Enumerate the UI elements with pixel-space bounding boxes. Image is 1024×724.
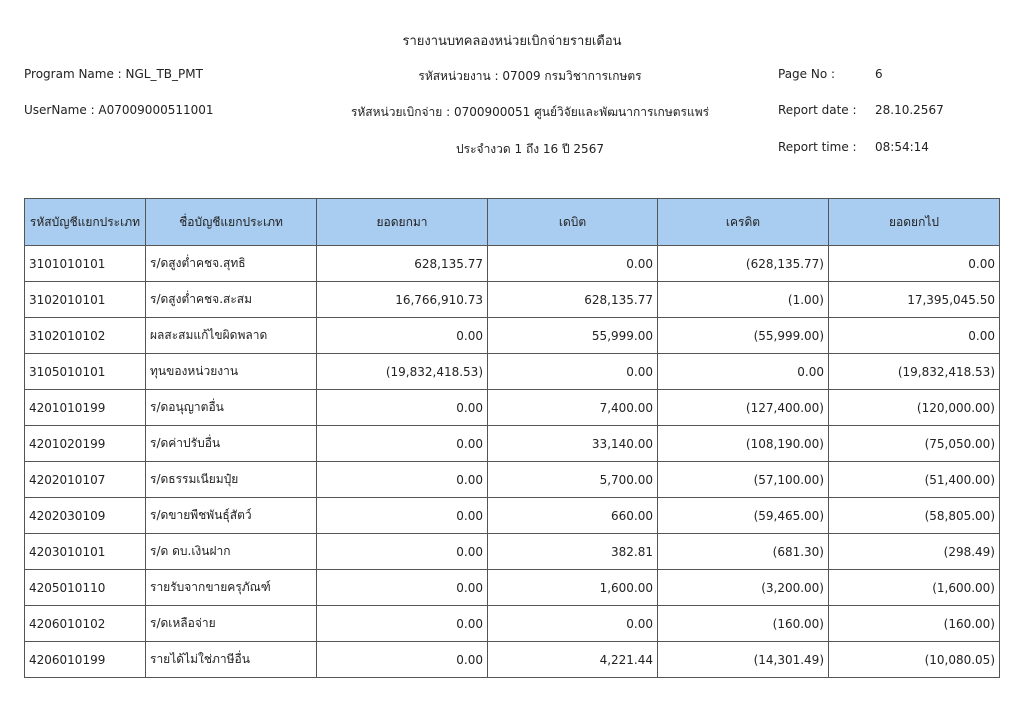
account-code-cell: 4202010107 — [25, 462, 146, 498]
report-period: ประจำงวด 1 ถึง 16 ปี 2567 — [456, 142, 604, 156]
account-code-cell: 3105010101 — [25, 354, 146, 390]
opening-balance-cell: 0.00 — [317, 606, 488, 642]
report-date-value: 28.10.2567 — [875, 103, 944, 117]
closing-balance-cell: (160.00) — [829, 606, 1000, 642]
account-name-cell: ร/ดสูงต่ำคชจ.สุทธิ — [146, 246, 317, 282]
opening-balance-cell: 0.00 — [317, 318, 488, 354]
table-row — [25, 426, 1000, 462]
report-date-label: Report date : — [778, 103, 857, 117]
user-name: UserName : A07009000511001 — [24, 103, 214, 117]
debit-cell: 382.81 — [488, 534, 658, 570]
closing-balance-cell: (58,805.00) — [829, 498, 1000, 534]
table-row — [25, 498, 1000, 534]
table-row — [25, 318, 1000, 354]
account-name-cell: ผลสะสมแก้ไขผิดพลาด — [146, 318, 317, 354]
account-code-cell: 4205010110 — [25, 570, 146, 606]
opening-balance-cell: 0.00 — [317, 426, 488, 462]
closing-balance-cell: (298.49) — [829, 534, 1000, 570]
credit-cell: (108,190.00) — [658, 426, 829, 462]
account-name-cell: รายรับจากขายครุภัณฑ์ — [146, 570, 317, 606]
debit-cell: 628,135.77 — [488, 282, 658, 318]
account-name-cell: รายได้ไม่ใช่ภาษีอื่น — [146, 642, 317, 678]
account-code-cell: 4201020199 — [25, 426, 146, 462]
closing-balance-cell: (19,832,418.53) — [829, 354, 1000, 390]
closing-balance-cell: (51,400.00) — [829, 462, 1000, 498]
header-credit: เครดิต — [658, 199, 829, 246]
opening-balance-cell: 0.00 — [317, 390, 488, 426]
opening-balance-cell: 0.00 — [317, 462, 488, 498]
account-code-cell: 4202030109 — [25, 498, 146, 534]
credit-cell: (57,100.00) — [658, 462, 829, 498]
account-name-cell: ร/ด ดบ.เงินฝาก — [146, 534, 317, 570]
debit-cell: 4,221.44 — [488, 642, 658, 678]
credit-cell: (127,400.00) — [658, 390, 829, 426]
opening-balance-cell: 0.00 — [317, 534, 488, 570]
credit-cell: 0.00 — [658, 354, 829, 390]
closing-balance-cell: 17,395,045.50 — [829, 282, 1000, 318]
report-title: รายงานบทคลองหน่วยเบิกจ่ายรายเดือน — [402, 34, 622, 49]
opening-balance-cell: 0.00 — [317, 498, 488, 534]
account-name-cell: ร/ดอนุญาตอื่น — [146, 390, 317, 426]
account-name-cell: ร/ดเหลือจ่าย — [146, 606, 317, 642]
debit-cell: 1,600.00 — [488, 570, 658, 606]
opening-balance-cell: 628,135.77 — [317, 246, 488, 282]
account-code-cell: 3101010101 — [25, 246, 146, 282]
account-name-cell: ร/ดขายพืชพันธุ์สัตว์ — [146, 498, 317, 534]
table-row — [25, 642, 1000, 678]
credit-cell: (1.00) — [658, 282, 829, 318]
account-name-cell: ร/ดธรรมเนียมปุ๋ย — [146, 462, 317, 498]
debit-cell: 0.00 — [488, 246, 658, 282]
table-row — [25, 282, 1000, 318]
account-code-cell: 4206010199 — [25, 642, 146, 678]
credit-cell: (59,465.00) — [658, 498, 829, 534]
header-debit: เดบิต — [488, 199, 658, 246]
opening-balance-cell: 0.00 — [317, 642, 488, 678]
account-code-cell: 4201010199 — [25, 390, 146, 426]
opening-balance-cell: 0.00 — [317, 570, 488, 606]
table-row — [25, 246, 1000, 282]
closing-balance-cell: (75,050.00) — [829, 426, 1000, 462]
closing-balance-cell: 0.00 — [829, 318, 1000, 354]
page-no-label: Page No : — [778, 67, 836, 81]
credit-cell: (14,301.49) — [658, 642, 829, 678]
disbursement-unit: รหัสหน่วยเบิกจ่าย : 0700900051 ศูนย์วิจัยและพัฒนาการเกษตรแพร่ — [350, 105, 710, 119]
debit-cell: 660.00 — [488, 498, 658, 534]
ledger-table-body — [25, 246, 1000, 678]
credit-cell: (3,200.00) — [658, 570, 829, 606]
page-no-value: 6 — [875, 67, 883, 81]
account-code-cell: 4206010102 — [25, 606, 146, 642]
account-code-cell: 3102010101 — [25, 282, 146, 318]
account-code-cell: 3102010102 — [25, 318, 146, 354]
table-header-row — [25, 199, 1000, 246]
closing-balance-cell: 0.00 — [829, 246, 1000, 282]
account-name-cell: ร/ดค่าปรับอื่น — [146, 426, 317, 462]
debit-cell: 7,400.00 — [488, 390, 658, 426]
debit-cell: 0.00 — [488, 354, 658, 390]
debit-cell: 55,999.00 — [488, 318, 658, 354]
table-row — [25, 570, 1000, 606]
table-row — [25, 606, 1000, 642]
table-row — [25, 534, 1000, 570]
header-closing-balance: ยอดยกไป — [829, 199, 1000, 246]
table-row — [25, 462, 1000, 498]
credit-cell: (55,999.00) — [658, 318, 829, 354]
department-code: รหัสหน่วยงาน : 07009 กรมวิชาการเกษตร — [418, 69, 642, 83]
account-name-cell: ทุนของหน่วยงาน — [146, 354, 317, 390]
opening-balance-cell: 16,766,910.73 — [317, 282, 488, 318]
table-row — [25, 390, 1000, 426]
credit-cell: (628,135.77) — [658, 246, 829, 282]
header-account-code: รหัสบัญชีแยกประเภท — [25, 199, 146, 246]
debit-cell: 5,700.00 — [488, 462, 658, 498]
header-opening-balance: ยอดยกมา — [317, 199, 488, 246]
debit-cell: 0.00 — [488, 606, 658, 642]
closing-balance-cell: (10,080.05) — [829, 642, 1000, 678]
report-time-value: 08:54:14 — [875, 140, 929, 154]
account-name-cell: ร/ดสูงต่ำคชจ.สะสม — [146, 282, 317, 318]
header-account-name: ชื่อบัญชีแยกประเภท — [146, 199, 317, 246]
table-row — [25, 354, 1000, 390]
closing-balance-cell: (1,600.00) — [829, 570, 1000, 606]
report-time-label: Report time : — [778, 140, 857, 154]
opening-balance-cell: (19,832,418.53) — [317, 354, 488, 390]
closing-balance-cell: (120,000.00) — [829, 390, 1000, 426]
credit-cell: (681.30) — [658, 534, 829, 570]
ledger-table — [24, 198, 1000, 678]
account-code-cell: 4203010101 — [25, 534, 146, 570]
program-name: Program Name : NGL_TB_PMT — [24, 67, 203, 81]
credit-cell: (160.00) — [658, 606, 829, 642]
debit-cell: 33,140.00 — [488, 426, 658, 462]
